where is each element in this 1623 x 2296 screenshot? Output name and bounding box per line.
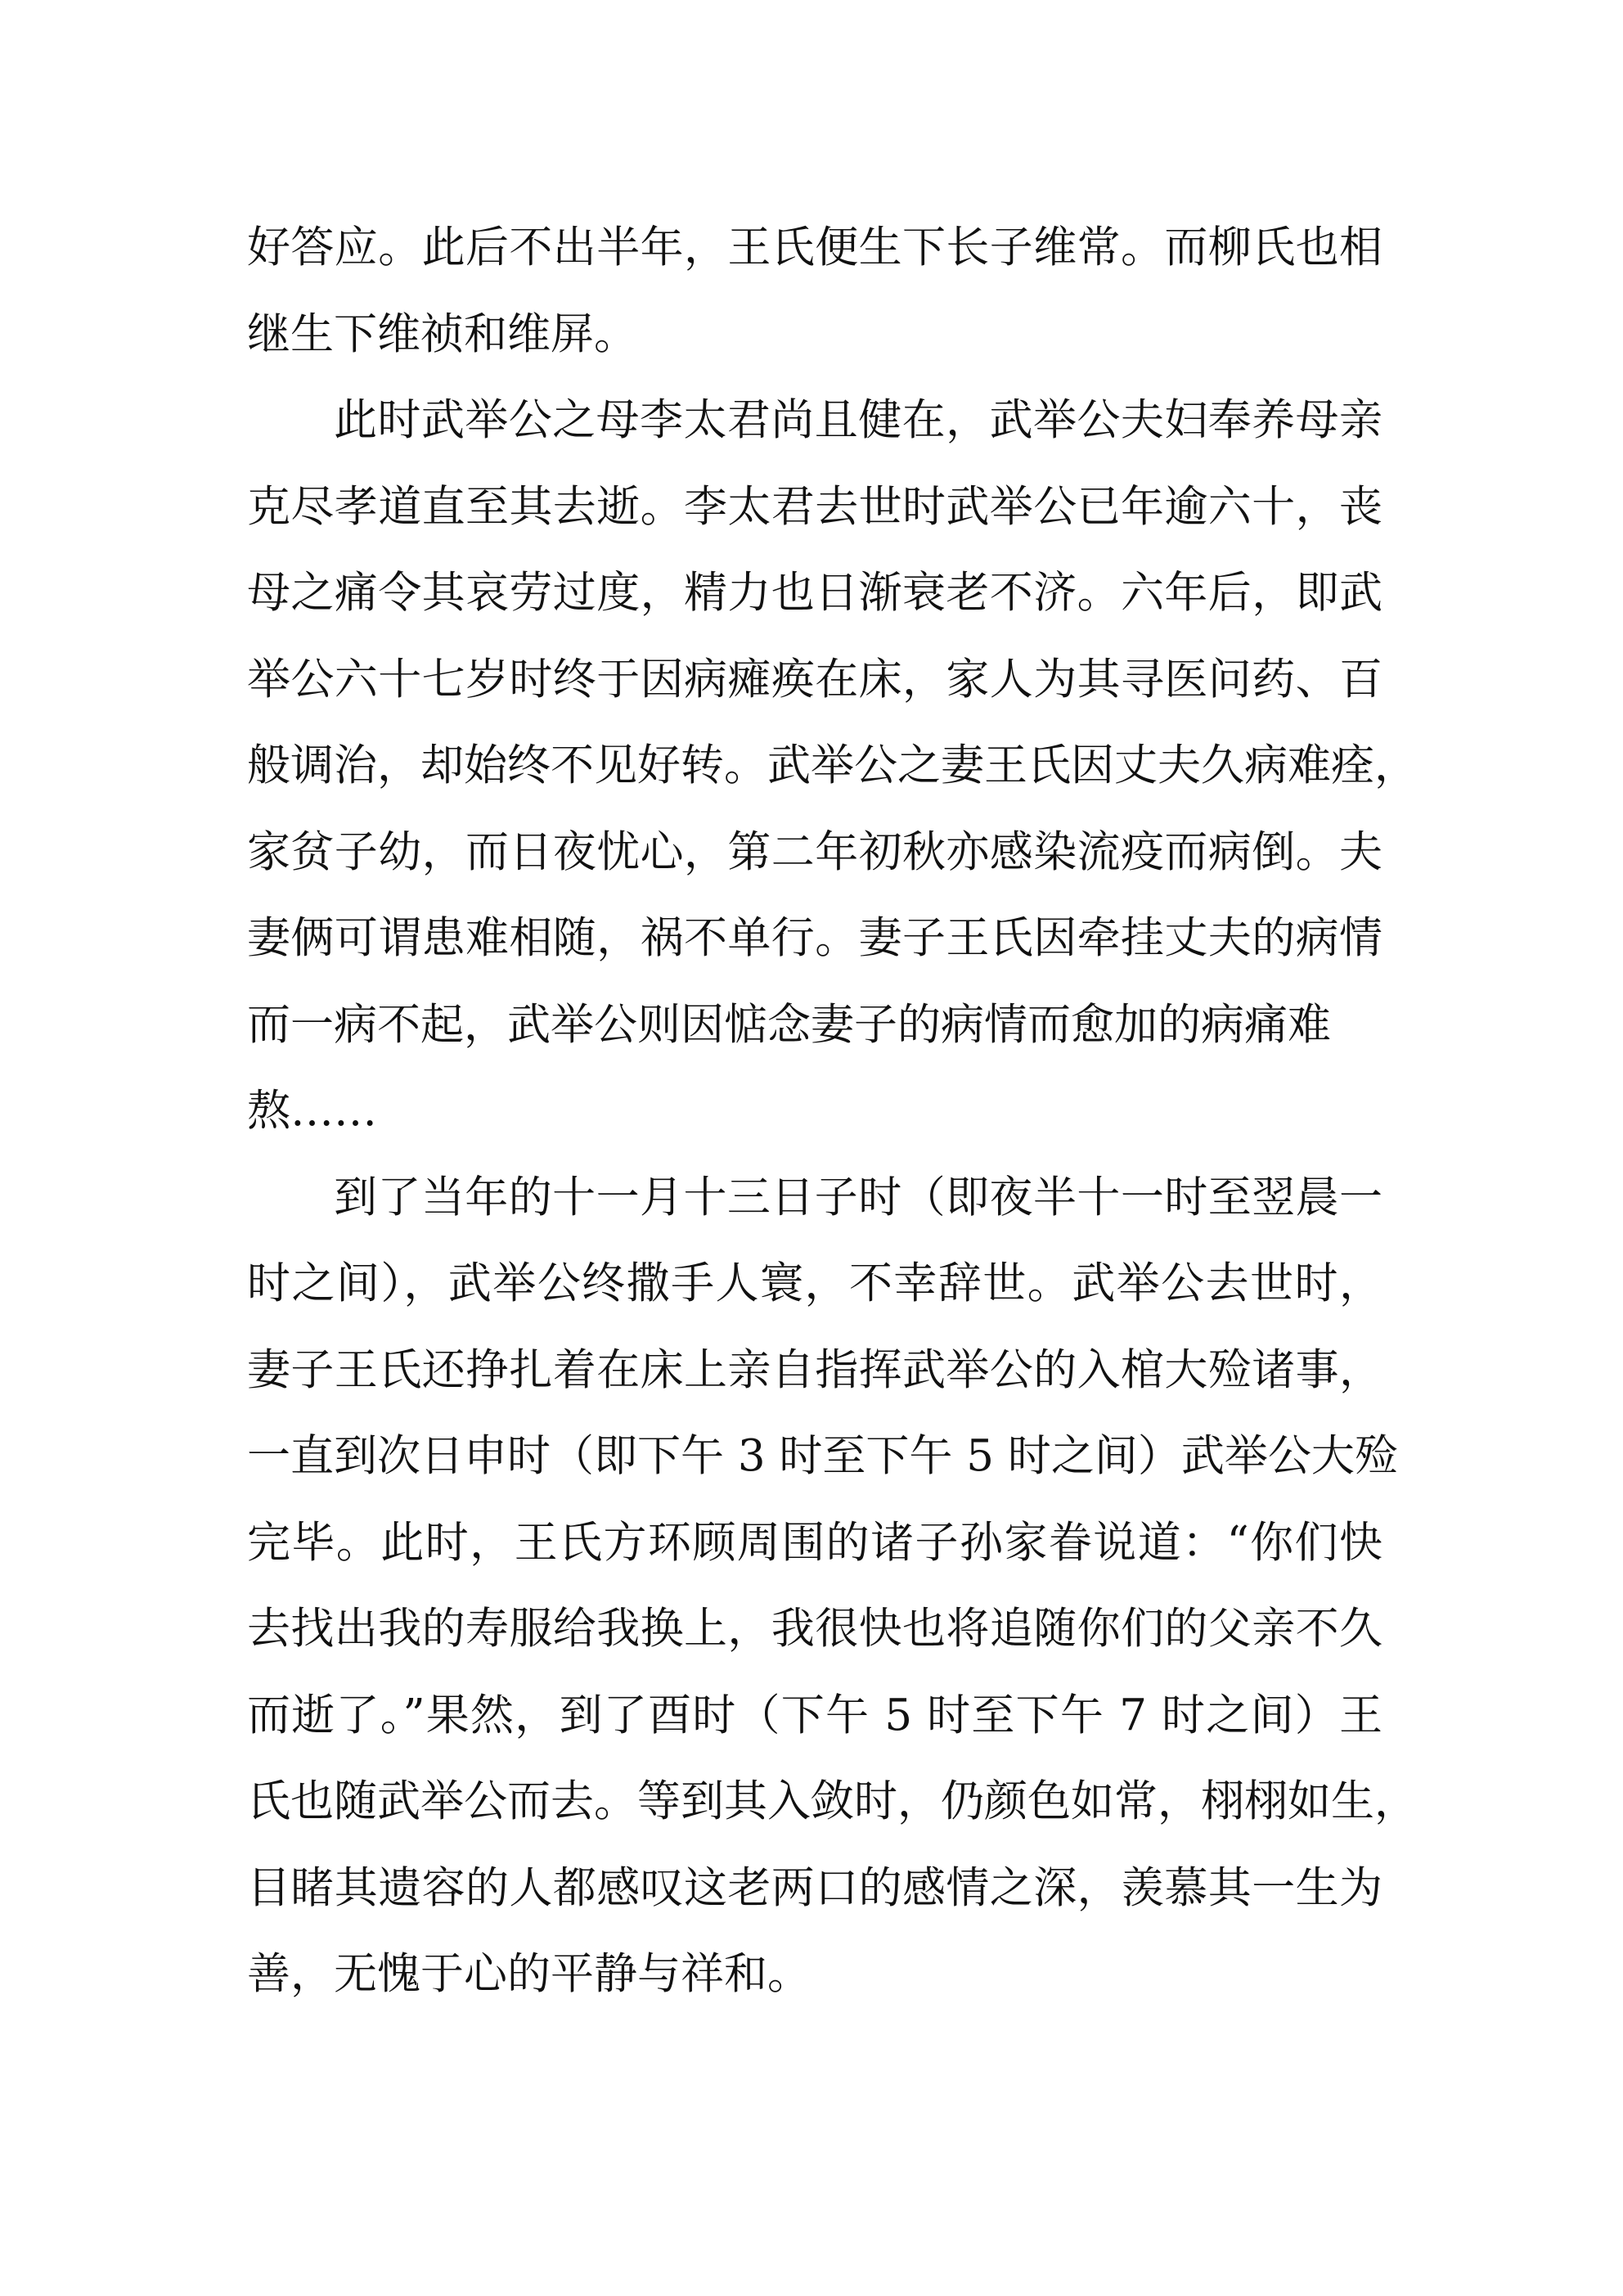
- text-line: 般调治，却始终不见好转。武举公之妻王氏因丈夫久病难痊，: [247, 741, 1418, 790]
- text-line: 完毕。此时，王氏方环顾周围的诸子孙家眷说道：“你们快: [247, 1517, 1382, 1568]
- text-line: 妻俩可谓患难相随，祸不单行。妻子王氏因牵挂丈夫的病情: [247, 913, 1382, 963]
- text-line: 好答应。此后不出半年，王氏便生下长子维常。而柳氏也相: [247, 223, 1382, 272]
- text-line: 氏也随武举公而去。等到其入敛时，仍颜色如常，栩栩如生，: [247, 1776, 1418, 1826]
- text-line: 妻子王氏还挣扎着在床上亲自指挥武举公的入棺大殓诸事，: [247, 1344, 1382, 1395]
- paragraph-2: [247, 377, 1418, 1155]
- text-line: 时之间），武举公终撒手人寰，不幸辞世。武举公去世时，: [247, 1258, 1382, 1308]
- paragraph-1: [247, 205, 1382, 377]
- text-line: 熬……: [247, 1086, 377, 1136]
- paragraph-3: [247, 1155, 1418, 2018]
- text-line: 而逝了。”果然，到了酉时（下午 5 时至下午 7 时之间）王: [247, 1690, 1382, 1740]
- text-line: 举公六十七岁时终于因病瘫痪在床，家人为其寻医问药、百: [247, 654, 1382, 705]
- text-line: 到了当年的十一月十三日子时（即夜半十一时至翌晨一: [334, 1172, 1382, 1222]
- text-line: 母之痛令其哀劳过度，精力也日渐衰老不济。六年后，即武: [247, 568, 1382, 618]
- text-line: 克尽孝道直至其去逝。李太君去世时武举公已年逾六十，丧: [247, 481, 1382, 532]
- text-line: 继生下维祯和维屏。: [247, 308, 637, 359]
- text-line: 去找出我的寿服给我换上，我很快也将追随你们的父亲不久: [247, 1604, 1382, 1654]
- text-line: 目睹其遗容的人都感叹这老两口的感情之深，羡慕其一生为: [247, 1862, 1382, 1913]
- text-line: 善，无愧于心的平静与祥和。: [247, 1949, 811, 1999]
- text-line: 家贫子幼，而日夜忧心，第二年初秋亦感染流疫而病倒。夫: [247, 826, 1382, 877]
- text-line: 而一病不起，武举公则因惦念妻子的病情而愈加的病痛难: [247, 999, 1331, 1050]
- text-line: 此时武举公之母李太君尚且健在，武举公夫妇奉养母亲: [334, 395, 1382, 445]
- text-line: 一直到次日申时（即下午 3 时至下午 5 时之间）武举公大殓: [247, 1431, 1398, 1481]
- body-text: [247, 205, 1418, 2018]
